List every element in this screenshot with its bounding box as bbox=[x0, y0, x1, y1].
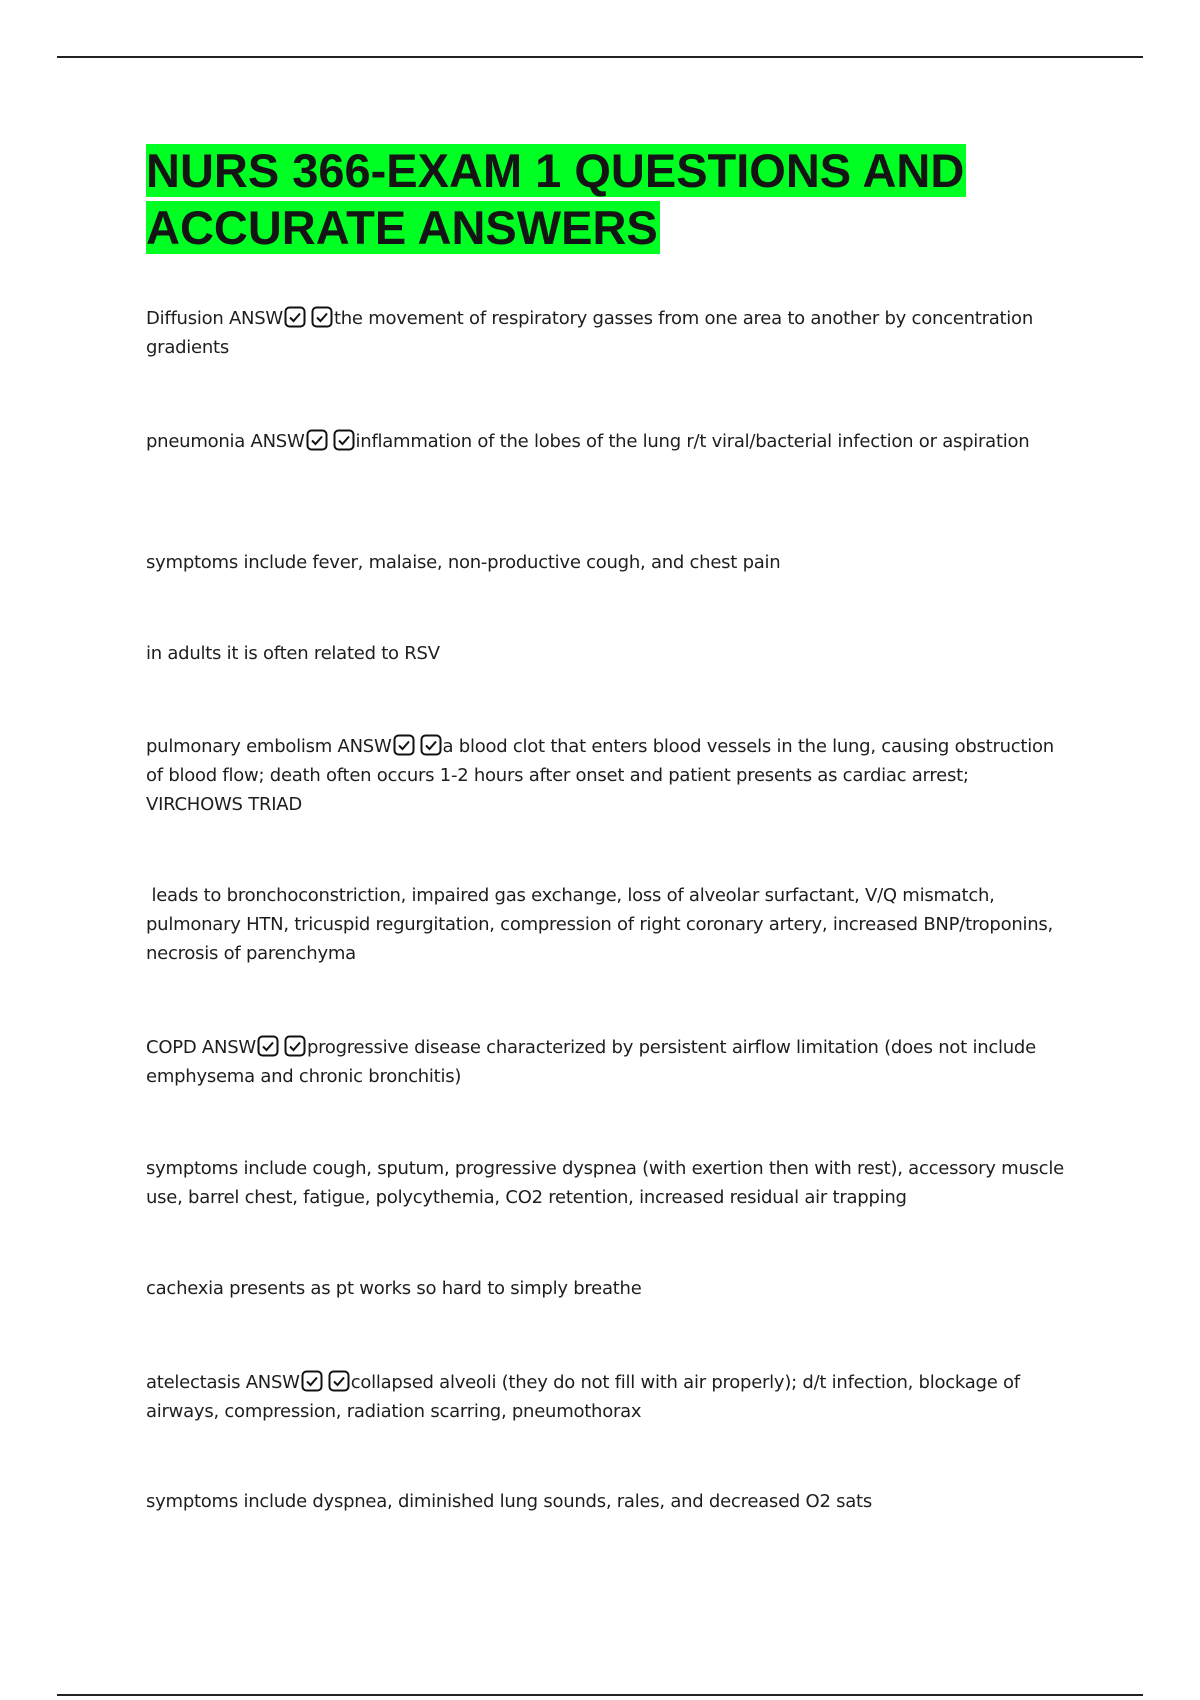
entry-answer: collapsed alveoli (they do not fill with air properly); d/t infection, blockage of airways, compression, radiation scarring, pneumothorax bbox=[146, 1372, 1020, 1422]
footer-rule bbox=[57, 1694, 1143, 1696]
paragraph: symptoms include dyspnea, diminished lung sounds, rales, and decreased O2 sats bbox=[146, 1491, 872, 1512]
entry-answer: a blood clot that enters blood vessels in the lung, causing obstruction of blood flow; death often occurs 1-2 hours after onset and patient presents as cardiac arrest; VIRCHOWS TRIAD bbox=[146, 736, 1054, 815]
check-box-icon bbox=[306, 429, 328, 451]
entry-answer: the movement of respiratory gasses from one area to another by concentration gradients bbox=[146, 308, 1033, 358]
check-box-icon bbox=[301, 1370, 323, 1392]
title-highlight: NURS 366-EXAM 1 QUESTIONS AND ACCURATE ANSWERS bbox=[146, 144, 965, 254]
qa-entry-pneumonia bbox=[146, 427, 1066, 456]
paragraph: in adults it is often related to RSV bbox=[146, 643, 440, 664]
paragraph: symptoms include cough, sputum, progressive dyspnea (with exertion then with rest), accessory muscle use, barrel chest, fatigue, polycythemia, CO2 retention, increased residual air trapping bbox=[146, 1158, 1064, 1208]
entry-term: COPD ANSW bbox=[146, 1037, 256, 1058]
check-box-icon bbox=[393, 734, 415, 756]
qa-entry-diffusion bbox=[146, 304, 1066, 362]
check-box-icon bbox=[284, 1035, 306, 1057]
entry-term: atelectasis ANSW bbox=[146, 1372, 300, 1393]
entry-term: Diffusion ANSW bbox=[146, 308, 283, 329]
check-box-icon bbox=[311, 306, 333, 328]
qa-entry-pulmonary-embolism bbox=[146, 732, 1066, 819]
document-title bbox=[146, 142, 1046, 256]
check-box-icon bbox=[328, 1370, 350, 1392]
check-box-icon bbox=[420, 734, 442, 756]
paragraph: symptoms include fever, malaise, non-productive cough, and chest pain bbox=[146, 552, 781, 573]
entry-term: pulmonary embolism ANSW bbox=[146, 736, 392, 757]
entry-term: pneumonia ANSW bbox=[146, 431, 305, 452]
paragraph: cachexia presents as pt works so hard to simply breathe bbox=[146, 1278, 642, 1299]
entry-answer: progressive disease characterized by persistent airflow limitation (does not include emphysema and chronic bronchitis) bbox=[146, 1037, 1036, 1087]
entry-answer: inflammation of the lobes of the lung r/t viral/bacterial infection or aspiration bbox=[355, 431, 1030, 452]
paragraph: leads to bronchoconstriction, impaired gas exchange, loss of alveolar surfactant, V/Q mismatch, pulmonary HTN, tricuspid regurgitation, compression of right coronary artery, increased BNP/troponins, necrosis of parenchyma bbox=[146, 885, 1059, 964]
check-box-icon bbox=[284, 306, 306, 328]
check-box-icon bbox=[257, 1035, 279, 1057]
qa-entry-copd bbox=[146, 1033, 1066, 1091]
header-rule bbox=[57, 56, 1143, 58]
check-box-icon bbox=[333, 429, 355, 451]
qa-entry-atelectasis bbox=[146, 1368, 1066, 1426]
